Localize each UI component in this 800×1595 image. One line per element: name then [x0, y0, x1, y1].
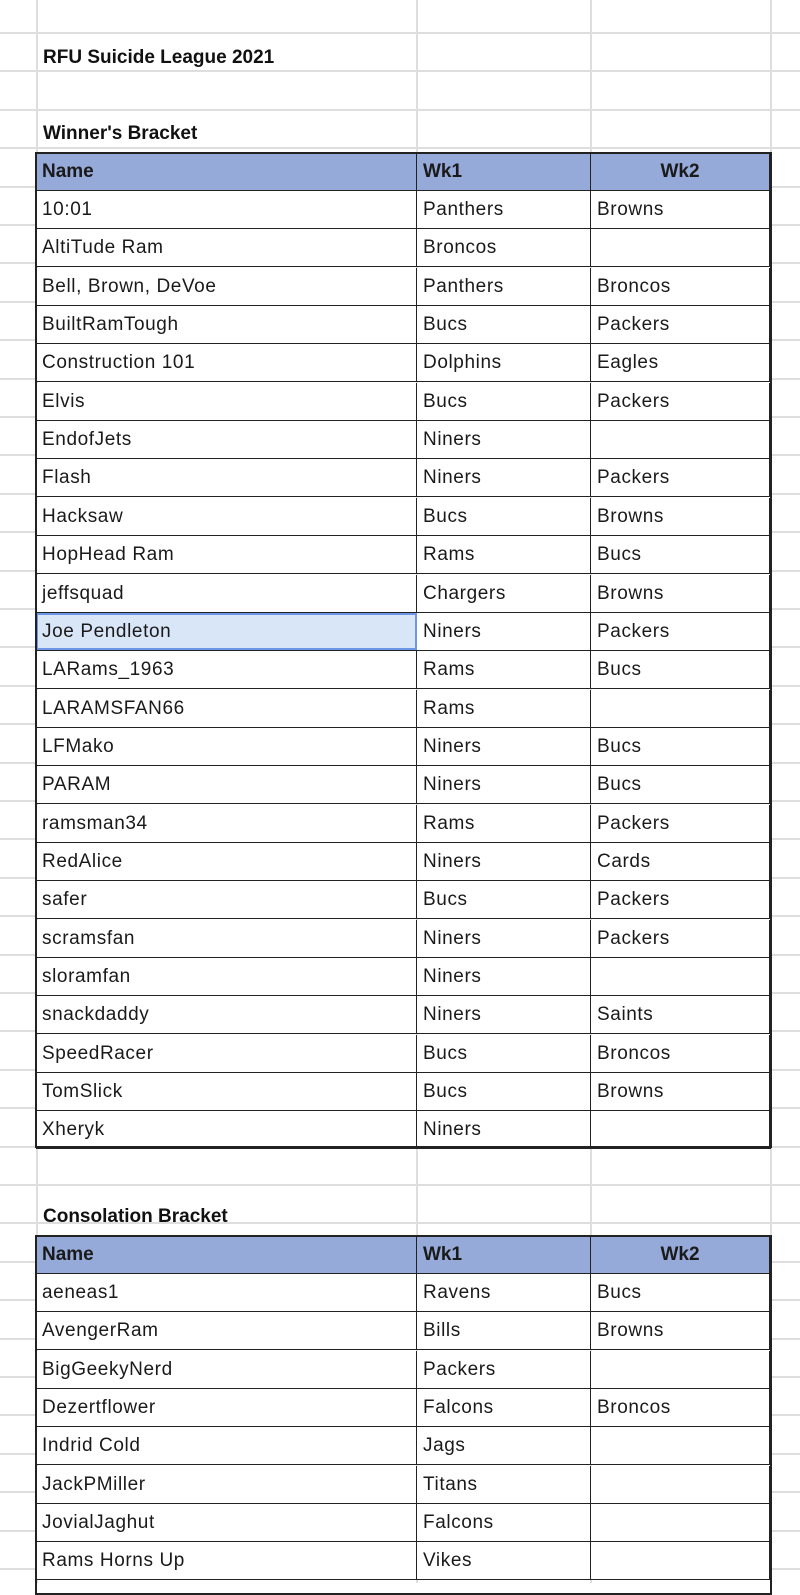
winners-header-wk1[interactable]: Wk1: [417, 153, 591, 190]
consolation-cell-wk1[interactable]: Ravens: [417, 1274, 591, 1311]
consolation-cell-name[interactable]: AvengerRam: [36, 1312, 417, 1349]
consolation-cell-wk1[interactable]: Vikes: [417, 1542, 591, 1579]
winners-cell-name[interactable]: RedAlice: [36, 843, 417, 880]
consolation-cell-name[interactable]: BigGeekyNerd: [36, 1351, 417, 1388]
winners-cell-wk2[interactable]: [591, 421, 771, 458]
winners-cell-wk2[interactable]: Browns: [591, 575, 771, 612]
winners-cell-wk1[interactable]: Niners: [417, 613, 591, 650]
winners-cell-wk2[interactable]: Broncos: [591, 1035, 771, 1072]
winners-cell-wk1[interactable]: Dolphins: [417, 344, 591, 381]
winners-cell-wk2[interactable]: Bucs: [591, 651, 771, 688]
winners-cell-wk1[interactable]: Bucs: [417, 306, 591, 343]
consolation-cell-name[interactable]: JackPMiller: [36, 1466, 417, 1503]
winners-cell-wk2[interactable]: [591, 229, 771, 266]
winners-cell-wk1[interactable]: Rams: [417, 536, 591, 573]
consolation-cell-wk1[interactable]: Falcons: [417, 1389, 591, 1426]
consolation-cell-name[interactable]: Rams Horns Up: [36, 1542, 417, 1579]
winners-cell-wk2[interactable]: [591, 958, 771, 995]
consolation-header-wk1[interactable]: Wk1: [417, 1236, 591, 1273]
winners-cell-wk2[interactable]: Browns: [591, 498, 771, 535]
winners-cell-wk1[interactable]: Niners: [417, 728, 591, 765]
winners-cell-wk2[interactable]: Packers: [591, 459, 771, 496]
winners-cell-name[interactable]: scramsfan: [36, 920, 417, 957]
consolation-cell-wk1[interactable]: Packers: [417, 1351, 591, 1388]
winners-cell-name[interactable]: jeffsquad: [36, 575, 417, 612]
winners-cell-name[interactable]: Bell, Brown, DeVoe: [36, 268, 417, 305]
gridline-horizontal: [0, 1184, 800, 1186]
winners-cell-name[interactable]: LFMako: [36, 728, 417, 765]
winners-cell-wk1[interactable]: Rams: [417, 805, 591, 842]
winners-cell-wk1[interactable]: Niners: [417, 843, 591, 880]
winners-header-wk2[interactable]: Wk2: [591, 153, 771, 190]
winners-cell-wk2[interactable]: [591, 690, 771, 727]
consolation-header-wk2[interactable]: Wk2: [591, 1236, 771, 1273]
gridline-horizontal: [0, 109, 800, 111]
winners-cell-name[interactable]: 10:01: [36, 191, 417, 228]
winners-cell-wk2[interactable]: Bucs: [591, 728, 771, 765]
winners-cell-name[interactable]: Flash: [36, 459, 417, 496]
consolation-cell-wk1[interactable]: Bills: [417, 1312, 591, 1349]
winners-cell-wk2[interactable]: [591, 1111, 771, 1148]
winners-cell-wk1[interactable]: Niners: [417, 766, 591, 803]
consolation-cell-wk2[interactable]: Bucs: [591, 1274, 771, 1311]
winners-header-name[interactable]: Name: [36, 153, 417, 190]
consolation-cell-wk2[interactable]: [591, 1542, 771, 1579]
consolation-cell-name[interactable]: Indrid Cold: [36, 1427, 417, 1464]
consolation-cell-wk2[interactable]: Browns: [591, 1312, 771, 1349]
winners-cell-wk1[interactable]: Panthers: [417, 268, 591, 305]
winners-cell-name[interactable]: LARams_1963: [36, 651, 417, 688]
winners-cell-wk2[interactable]: Browns: [591, 1073, 771, 1110]
winners-cell-name[interactable]: PARAM: [36, 766, 417, 803]
winners-cell-name[interactable]: EndofJets: [36, 421, 417, 458]
winners-cell-name[interactable]: Xheryk: [36, 1111, 417, 1148]
consolation-cell-name[interactable]: Dezertflower: [36, 1389, 417, 1426]
consolation-bracket-title[interactable]: Consolation Bracket: [43, 1206, 228, 1227]
winners-cell-wk2[interactable]: Saints: [591, 996, 771, 1033]
consolation-cell-wk2[interactable]: [591, 1427, 771, 1464]
winners-cell-wk1[interactable]: Bucs: [417, 1035, 591, 1072]
consolation-cell-wk1[interactable]: Falcons: [417, 1504, 591, 1541]
winners-cell-name[interactable]: Elvis: [36, 383, 417, 420]
winners-cell-wk2[interactable]: Bucs: [591, 536, 771, 573]
winners-cell-wk2[interactable]: Packers: [591, 881, 771, 918]
winners-cell-wk1[interactable]: Niners: [417, 1111, 591, 1148]
consolation-cell-wk1[interactable]: Titans: [417, 1466, 591, 1503]
winners-cell-wk1[interactable]: Bucs: [417, 498, 591, 535]
winners-cell-wk2[interactable]: Packers: [591, 306, 771, 343]
winners-cell-wk1[interactable]: Bucs: [417, 881, 591, 918]
winners-cell-wk2[interactable]: Bucs: [591, 766, 771, 803]
winners-cell-wk1[interactable]: Niners: [417, 459, 591, 496]
winners-cell-wk2[interactable]: Cards: [591, 843, 771, 880]
winners-cell-wk1[interactable]: Niners: [417, 958, 591, 995]
consolation-header-name[interactable]: Name: [36, 1236, 417, 1273]
selected-cell[interactable]: Joe Pendleton: [36, 613, 417, 650]
winners-cell-wk2[interactable]: Packers: [591, 383, 771, 420]
winners-cell-wk1[interactable]: Niners: [417, 920, 591, 957]
winners-cell-wk2[interactable]: Browns: [591, 191, 771, 228]
winners-cell-wk1[interactable]: Bucs: [417, 383, 591, 420]
winners-cell-wk2[interactable]: Packers: [591, 613, 771, 650]
winners-cell-wk2[interactable]: Packers: [591, 920, 771, 957]
sheet-title[interactable]: RFU Suicide League 2021: [43, 47, 275, 68]
winners-cell-name[interactable]: BuiltRamTough: [36, 306, 417, 343]
winners-cell-name[interactable]: sloramfan: [36, 958, 417, 995]
winners-cell-wk1[interactable]: Rams: [417, 651, 591, 688]
winners-cell-wk2[interactable]: Broncos: [591, 268, 771, 305]
winners-cell-wk2[interactable]: Eagles: [591, 344, 771, 381]
gridline-horizontal: [0, 32, 800, 34]
winners-cell-name[interactable]: Hacksaw: [36, 498, 417, 535]
winners-cell-wk1[interactable]: Rams: [417, 690, 591, 727]
consolation-cell-wk2[interactable]: [591, 1351, 771, 1388]
winners-cell-wk1[interactable]: Chargers: [417, 575, 591, 612]
consolation-cell-wk1[interactable]: Jags: [417, 1427, 591, 1464]
winners-cell-name[interactable]: LARAMSFAN66: [36, 690, 417, 727]
consolation-cell-wk2[interactable]: [591, 1504, 771, 1541]
winners-cell-name[interactable]: ramsman34: [36, 805, 417, 842]
winners-cell-name[interactable]: AltiTude Ram: [36, 229, 417, 266]
winners-cell-wk1[interactable]: Niners: [417, 421, 591, 458]
consolation-cell-wk2[interactable]: Broncos: [591, 1389, 771, 1426]
winners-cell-name[interactable]: snackdaddy: [36, 996, 417, 1033]
winners-cell-wk1[interactable]: Broncos: [417, 229, 591, 266]
winners-cell-wk2[interactable]: Packers: [591, 805, 771, 842]
winners-cell-name[interactable]: SpeedRacer: [36, 1035, 417, 1072]
consolation-cell-wk2[interactable]: [591, 1466, 771, 1503]
winners-cell-name[interactable]: Construction 101: [36, 344, 417, 381]
winners-cell-name[interactable]: HopHead Ram: [36, 536, 417, 573]
winners-cell-wk1[interactable]: Niners: [417, 996, 591, 1033]
winners-cell-wk1[interactable]: Panthers: [417, 191, 591, 228]
consolation-cell-name[interactable]: JovialJaghut: [36, 1504, 417, 1541]
winners-bracket-title[interactable]: Winner's Bracket: [43, 123, 198, 144]
winners-cell-name[interactable]: safer: [36, 881, 417, 918]
winners-cell-wk1[interactable]: Bucs: [417, 1073, 591, 1110]
consolation-cell-name[interactable]: aeneas1: [36, 1274, 417, 1311]
winners-cell-name[interactable]: TomSlick: [36, 1073, 417, 1110]
